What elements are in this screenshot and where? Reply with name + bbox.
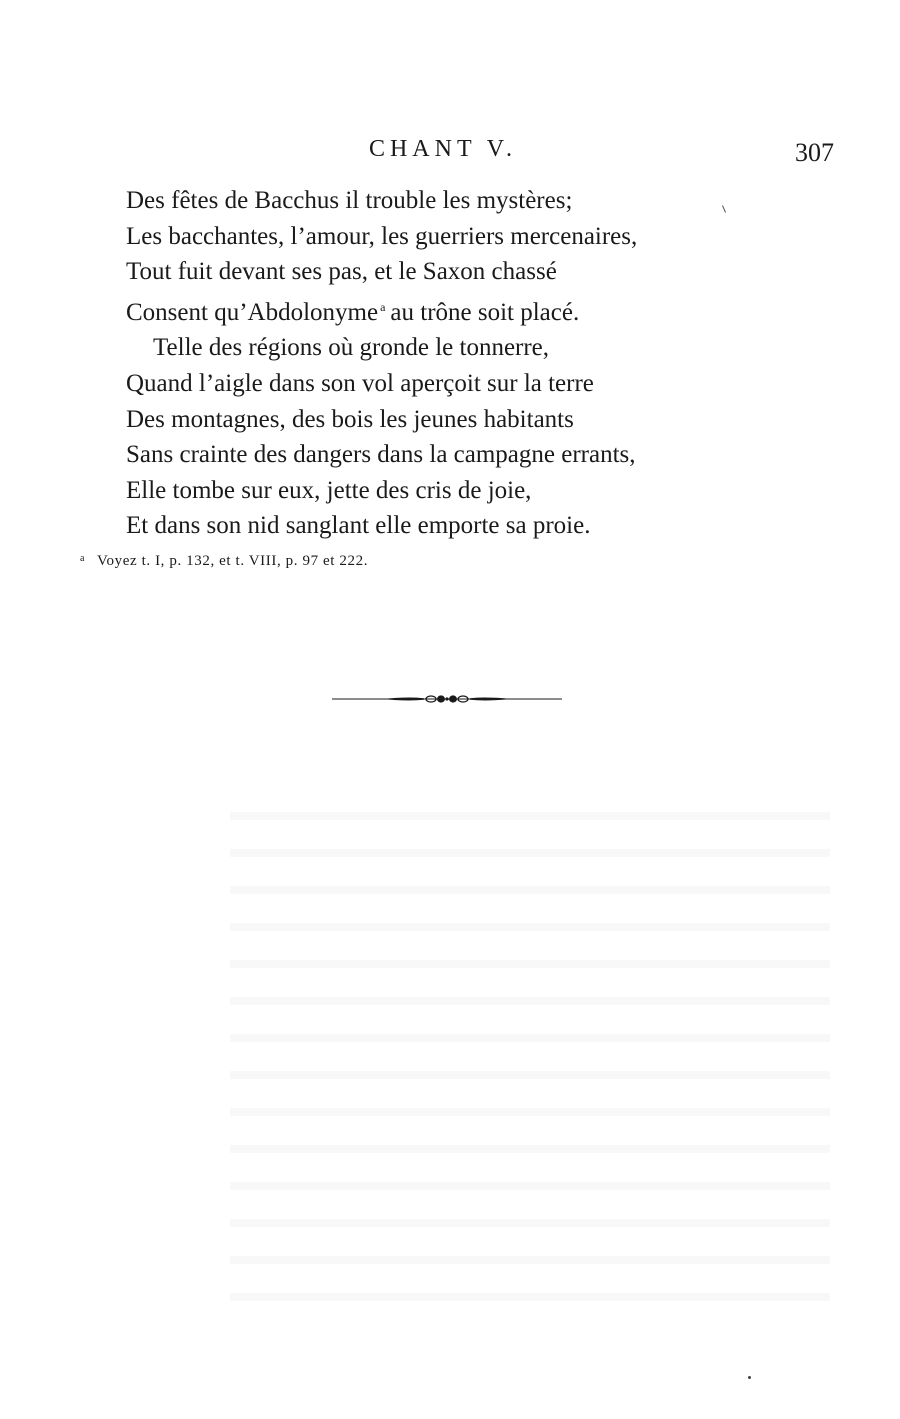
verse-text-after-note: au trône soit placé.	[390, 298, 580, 326]
verse-line: Des fêtes de Bacchus il trouble les mystères;	[126, 187, 573, 214]
verse-line: Tout fuit devant ses pas, et le Saxon chassé	[126, 258, 557, 286]
verse-block	[126, 183, 746, 544]
footnote-mark: a	[80, 553, 86, 564]
verse-line: Sans crainte des dangers dans la campagne errants,	[126, 441, 636, 469]
verse-line: Des montagnes, des bois les jeunes habitants	[126, 405, 574, 433]
verse-line: Et dans son nid sanglant elle emporte sa proie.	[126, 512, 591, 540]
verse-line	[126, 290, 746, 331]
footnote-reference[interactable]: a	[380, 299, 386, 314]
verse-text-before-note: Consent qu’Abdolonyme	[126, 298, 379, 326]
verse-line: Elle tombe sur eux, jette des cris de joie,	[126, 476, 532, 504]
verse-line: Les bacchantes, l’amour, les guerriers mercenaires,	[126, 222, 638, 250]
page-number: 307	[795, 138, 834, 167]
footnote	[80, 553, 368, 570]
tailpiece-ornament-icon	[332, 690, 562, 708]
running-head	[0, 136, 900, 170]
verse-line: Quand l’aigle dans son vol aperçoit sur la terre	[126, 369, 594, 397]
show-through-texture	[230, 790, 830, 1310]
verse-line: Telle des régions où gronde le tonnerre,	[153, 334, 550, 362]
footnote-text: Voyez t. I, p. 132, et t. VIII, p. 97 et 222.	[97, 553, 369, 569]
page-title: CHANT V.	[368, 136, 518, 162]
paper-speck	[748, 1376, 751, 1379]
